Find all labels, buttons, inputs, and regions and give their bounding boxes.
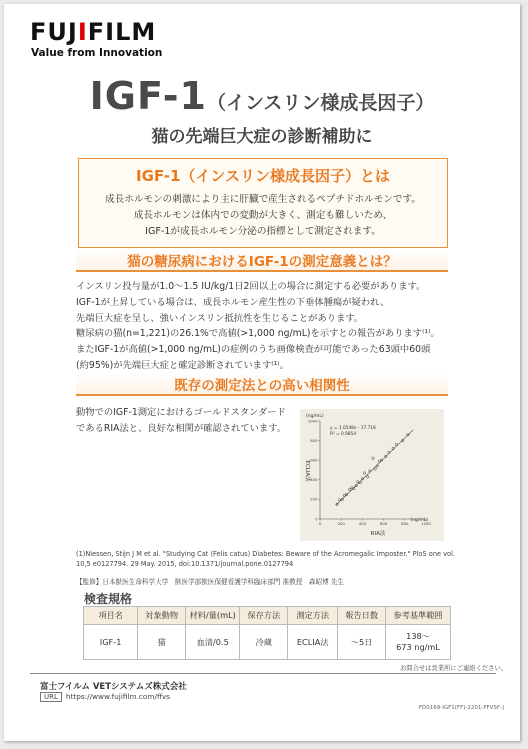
url-label: URL	[40, 692, 62, 702]
spec-cell-days: ～5日	[338, 625, 386, 660]
data-point	[338, 499, 340, 501]
data-point	[348, 488, 350, 490]
data-point	[359, 482, 361, 484]
document-code: FD0169-IGF1(FF)-2201-FFVSF-J	[418, 705, 504, 711]
spec-col-material: 材料/量(mL)	[186, 607, 240, 625]
spec-col-storage: 保存方法	[240, 607, 288, 625]
regression-equation: y = 1.0548x - 17.718	[330, 426, 376, 431]
company-name: 富士フイルム VETシステムズ株式会社	[40, 682, 187, 692]
data-point	[374, 468, 376, 470]
data-point	[395, 443, 397, 445]
x-tick-label: 600	[379, 521, 388, 526]
spec-cell-storage: 冷蔵	[240, 625, 288, 660]
x-tick-label: 200	[337, 521, 345, 526]
section-significance-heading: 猫の糖尿病におけるIGF-1の測定意義とは？	[76, 248, 448, 272]
spec-heading: 検査規格	[84, 592, 133, 606]
title-paren: （インスリン様成長因子）	[206, 92, 435, 114]
spec-table	[83, 606, 451, 660]
x-unit-label: (ng/mL)	[410, 518, 428, 523]
spec-cell-reference: 138～ 673 ng/mL	[386, 625, 451, 660]
data-point	[367, 476, 369, 478]
spec-col-method: 測定方法	[288, 607, 338, 625]
intro-heading: IGF-1（インスリン様成長因子）とは	[136, 167, 390, 185]
y-tick-label: 600	[310, 457, 318, 463]
spec-col-reference: 参考基準範囲	[386, 607, 451, 625]
scatter-plot	[300, 409, 444, 541]
spec-cell-method: ECLIA法	[288, 625, 338, 660]
section-correlation-heading: 既存の測定法との高い相関性	[76, 372, 448, 396]
y-unit-label: (ng/mL)	[306, 414, 324, 419]
spec-header-row	[84, 607, 451, 625]
page-title	[4, 74, 520, 118]
y-tick-label: 0	[315, 516, 318, 522]
x-tick-label: 400	[358, 521, 367, 526]
y-tick-label: 200	[310, 496, 318, 502]
correlation-text: 動物でのIGF-1測定におけるゴールドスタンダード であるRIA法と、良好な相関が確認されています。	[76, 407, 287, 434]
tagline: Value from Innovation	[31, 47, 163, 59]
fujifilm-logo: FUJIFILM	[30, 18, 157, 46]
data-point	[363, 472, 365, 474]
y-tick-label: 800	[310, 437, 318, 443]
data-point	[356, 481, 358, 483]
correlation-chart	[300, 409, 444, 541]
intro-box	[78, 158, 448, 248]
x-tick-label: 0	[318, 521, 322, 526]
url-line	[40, 692, 170, 702]
spec-col-days: 報告日数	[338, 607, 386, 625]
data-point	[372, 457, 374, 459]
significance-paragraph-2: 糖尿病の猫(n=1,221)の26.1%で高値(>1,000 ng/mL)を示すとの報告があります⁽¹⁾。 またIGF-1が高値(>1,000 ng/mL)の症例のうち画像検査が可能であった63頭中60頭 (約95%)が先端巨大症と確定診断されています⁽¹⁾。	[76, 328, 440, 371]
spec-cell-animal: 猫	[138, 625, 186, 660]
y-tick-label: 400	[310, 477, 318, 483]
y-tick-label: 1000	[307, 418, 318, 424]
spec-cell-material: 血清/0.5	[186, 625, 240, 660]
reference-citation: (1)Niessen, Stijn J M et al. "Studying Cat (Felis catus) Diabetes: Beware of the Acromegalic Imposter." PloS one vol. 10,5 e0127794. 29 May. 2015, doi:10.1371/journal.pone.0127794	[76, 550, 456, 568]
x-axis-label: RIA法	[370, 531, 386, 537]
page-subtitle: 猫の先端巨大症の診断補助に	[151, 127, 373, 147]
footer-divider	[30, 673, 496, 674]
significance-paragraph-1: インスリン投与量が1.0～1.5 IU/kg/1日2回以上の場合に測定する必要があります。 IGF-1が上昇している場合は、成長ホルモン産生性の下垂体腫瘍が疑われ、 先端巨大症を呈し、強いインスリン抵抗性を生じることがあります。	[76, 281, 426, 324]
inquiry-note: お問合せは営業所にご連絡ください。	[400, 665, 508, 672]
title-main: IGF-1	[89, 74, 207, 118]
spec-col-item: 項目名	[84, 607, 138, 625]
url-link[interactable]: https://www.fujifilm.com/ffvs	[65, 692, 171, 701]
spec-col-animal: 対象動物	[138, 607, 186, 625]
r-squared: R² = 0.9854	[330, 432, 357, 437]
intro-text: 成長ホルモンの刺激により主に肝臓で産生されるペプチドホルモンです。 成長ホルモンは体内での変動が大きく、測定も難しいため、 IGF-1が成長ホルモン分泌の指標として測定されます。	[105, 194, 421, 237]
x-tick-label: 800	[401, 521, 409, 526]
supervision-note: 【監修】日本獣医生命科学大学 獣医学部獣医保健看護学科臨床部門 准教授 森昭博 先生	[76, 578, 344, 586]
page	[4, 4, 520, 741]
x-tick-label: 1000	[421, 521, 431, 526]
spec-row	[84, 625, 451, 660]
y-axis-label: ECLIA法	[304, 460, 310, 482]
spec-cell-item: IGF-1	[84, 625, 138, 660]
